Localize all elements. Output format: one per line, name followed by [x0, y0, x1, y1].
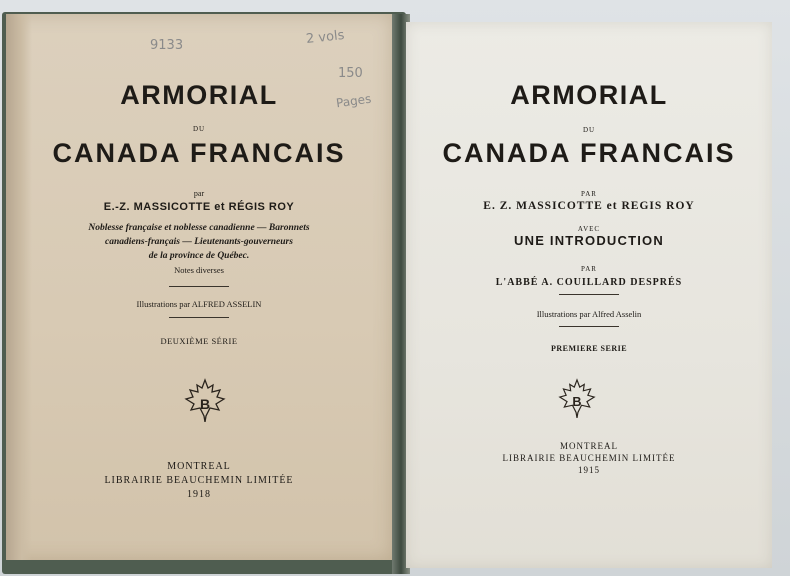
- right-introduction: UNE INTRODUCTION: [514, 233, 664, 248]
- left-rule-1: [6, 286, 392, 287]
- left-par: par: [193, 189, 205, 198]
- right-title-line2: CANADA FRANCAIS: [442, 138, 736, 168]
- left-title-line2: CANADA FRANCAIS: [52, 138, 346, 168]
- left-description: Noblesse française et noblesse canadienne — Baronnets canadiens-français — Lieutenants-gouverneurs de la province de Québec. Notes diverses: [88, 223, 310, 275]
- svg-text:B: B: [199, 396, 211, 412]
- right-du: DU: [582, 126, 596, 134]
- right-rule-2: [406, 326, 772, 327]
- handwritten-pages: Pages: [335, 91, 373, 111]
- handwritten-number: 9133: [150, 38, 184, 53]
- left-illustrations: Illustrations par ALFRED ASSELIN: [136, 299, 262, 309]
- right-avec: AVEC: [577, 225, 601, 233]
- right-rule-1: [406, 294, 772, 295]
- left-du: DU: [192, 125, 206, 133]
- left-series: DEUXIÈME SÉRIE: [160, 336, 238, 346]
- left-imprint: MONTREAL LIBRAIRIE BEAUCHEMIN LIMITÉE 1918: [104, 461, 294, 500]
- left-title-line1: ARMORIAL: [120, 80, 278, 110]
- right-par-2: PAR: [581, 265, 597, 273]
- left-authors: E.-Z. MASSICOTTE et RÉGIS ROY: [103, 201, 295, 213]
- right-par-1: PAR: [581, 190, 597, 198]
- right-title-line1: ARMORIAL: [510, 80, 668, 110]
- handwritten-price: 150: [338, 66, 363, 81]
- right-intro-author: L'ABBÉ A. COUILLARD DESPRÉS: [495, 277, 683, 288]
- right-illustrations: Illustrations par Alfred Asselin: [536, 309, 642, 319]
- right-imprint: MONTREAL LIBRAIRIE BEAUCHEMIN LIMITÉE 1915: [502, 441, 676, 475]
- publisher-maple-leaf-logo-left: [184, 378, 226, 422]
- right-authors: E. Z. MASSICOTTE et REGIS ROY: [483, 200, 695, 212]
- svg-text:B: B: [572, 395, 582, 410]
- right-series: PREMIERE SERIE: [550, 344, 628, 353]
- handwritten-vols: 2 vols: [305, 28, 346, 47]
- left-rule-2: [6, 317, 392, 318]
- publisher-maple-leaf-logo-right: [558, 378, 596, 418]
